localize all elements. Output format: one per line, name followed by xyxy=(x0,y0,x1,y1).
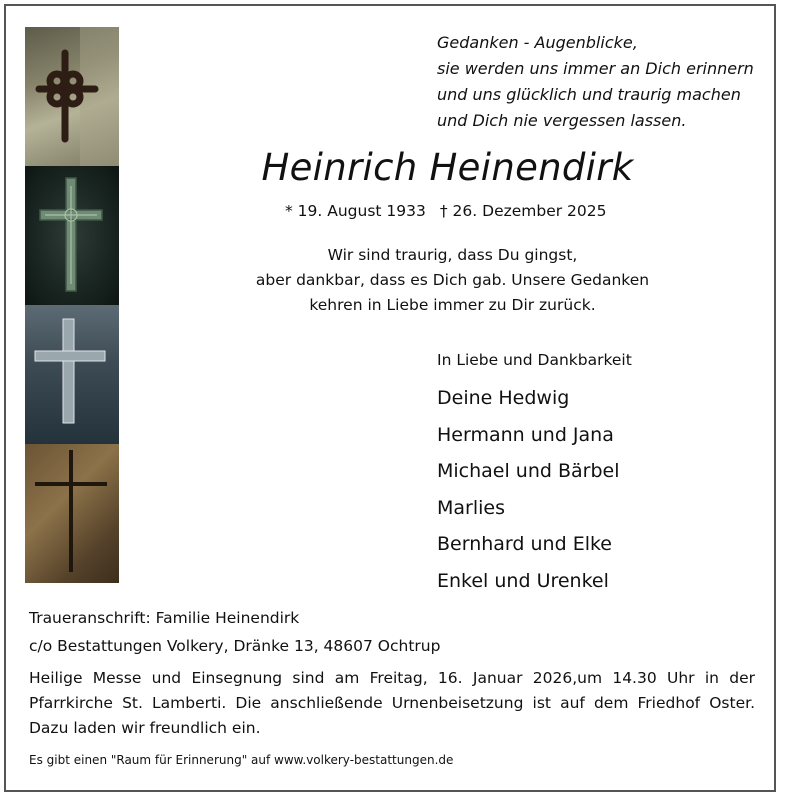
memorial-website-note: Es gibt einen "Raum für Erinnerung" auf www.volkery-bestattungen.de xyxy=(29,753,454,767)
stone-cross-photo xyxy=(25,305,119,444)
birth-date: * 19. August 1933 xyxy=(285,202,426,220)
mourner-name: Deine Hedwig xyxy=(437,387,570,409)
wooden-cross-photo xyxy=(25,444,119,583)
memorial-quote xyxy=(437,30,767,134)
farewell-verse xyxy=(130,243,775,318)
quote-line: sie werden uns immer an Dich erinnern xyxy=(437,59,754,78)
verse-line: kehren in Liebe immer zu Dir zurück. xyxy=(309,296,596,314)
address-line: c/o Bestattungen Volkery, Dränke 13, 48607 Ochtrup xyxy=(29,637,441,655)
verse-line: aber dankbar, dass es Dich gab. Unsere Gedanken xyxy=(255,271,650,289)
cross-photo-strip xyxy=(25,27,119,584)
mourners-list xyxy=(437,380,620,600)
quote-line: und Dich nie vergessen lassen. xyxy=(437,111,687,130)
mourner-name: Michael und Bärbel xyxy=(437,460,620,483)
death-date: † 26. Dezember 2025 xyxy=(439,202,607,220)
mourning-address xyxy=(29,604,440,660)
quote-line: und uns glücklich und traurig machen xyxy=(437,85,741,104)
mourner-name: Bernhard und Elke xyxy=(437,533,612,556)
address-line: Traueranschrift: Familie Heinendirk xyxy=(29,609,300,627)
mourner-name: Enkel und Urenkel xyxy=(437,569,609,592)
service-info: Heilige Messe und Einsegnung sind am Freitag, 16. Januar 2026,um 14.30 Uhr in der Pfarrkirche St. Lamberti. Die anschließende Urnenbeisetzung ist auf dem Friedhof Oster. Dazu laden wir freundlich ein. xyxy=(29,669,755,737)
quote-line: Gedanken - Augenblicke, xyxy=(437,33,638,52)
deceased-name: Heinrich Heinendirk xyxy=(261,146,634,189)
mourner-name: Marlies xyxy=(437,496,505,519)
life-dates xyxy=(285,202,607,220)
verse-line: Wir sind traurig, dass Du gingst, xyxy=(327,246,578,264)
mourner-name: Hermann und Jana xyxy=(437,423,614,446)
mourners-intro: In Liebe und Dankbarkeit xyxy=(437,351,632,369)
